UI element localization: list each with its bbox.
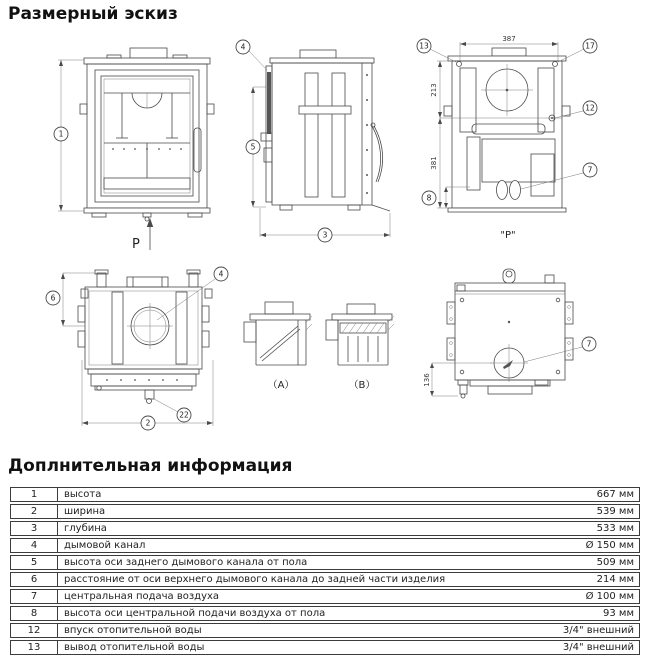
balloon-17 xyxy=(583,39,597,53)
top-view xyxy=(46,267,228,430)
row-description: высота xyxy=(64,489,102,500)
page-title: Размерный эскиз xyxy=(8,4,178,24)
row-number: 13 xyxy=(11,641,58,654)
svg-text:7: 7 xyxy=(586,339,592,349)
table-row xyxy=(10,606,640,621)
table-row xyxy=(10,589,640,604)
row-value: 3/4" внешний xyxy=(562,642,634,653)
dim-136: 136 xyxy=(423,373,431,387)
balloon-4-top xyxy=(214,267,228,281)
row-description: впуск отопительной воды xyxy=(64,625,202,636)
rear-view xyxy=(417,35,597,241)
svg-text:4: 4 xyxy=(240,42,246,52)
row-number: 3 xyxy=(11,522,58,535)
balloon-8 xyxy=(422,191,436,205)
svg-text:8: 8 xyxy=(426,193,432,203)
balloon-5 xyxy=(246,140,260,154)
detail-a-label: （A） xyxy=(267,380,295,391)
row-number: 5 xyxy=(11,556,58,569)
svg-text:17: 17 xyxy=(585,41,595,51)
front-view xyxy=(54,48,214,252)
row-description: ширина xyxy=(64,506,106,517)
balloon-3 xyxy=(318,228,332,242)
row-description: вывод отопительной воды xyxy=(64,642,205,653)
table-row xyxy=(10,640,640,655)
balloon-13 xyxy=(417,39,431,53)
rear-view-label: "P" xyxy=(500,230,516,241)
row-value: Ø 150 мм xyxy=(585,540,634,551)
bottom-view xyxy=(423,269,596,398)
row-description: центральная подача воздуха xyxy=(64,591,220,602)
row-description: глубина xyxy=(64,523,107,534)
row-description: дымовой канал xyxy=(64,540,146,551)
svg-text:4: 4 xyxy=(218,269,224,279)
row-value: 93 мм xyxy=(603,608,634,619)
svg-text:7: 7 xyxy=(587,165,593,175)
section-title: Доплнительная информация xyxy=(8,456,293,476)
row-description: высота оси центральной подачи воздуха от пола xyxy=(64,608,326,619)
row-description: расстояние от оси верхнего дымового канала до задней части изделия xyxy=(64,574,446,585)
balloon-7-bottom xyxy=(582,337,596,351)
row-value: 3/4" внешний xyxy=(562,625,634,636)
row-value: 539 мм xyxy=(596,506,634,517)
row-number: 7 xyxy=(11,590,58,603)
dimensional-sketch xyxy=(0,30,650,450)
row-number: 8 xyxy=(11,607,58,620)
row-value: 667 мм xyxy=(596,489,634,500)
row-value: 533 мм xyxy=(596,523,634,534)
detail-b-label: （B） xyxy=(348,380,376,391)
balloon-12 xyxy=(583,101,597,115)
detail-view-a xyxy=(244,302,312,391)
balloon-1 xyxy=(54,127,68,141)
dim-387: 387 xyxy=(502,35,516,43)
balloon-4 xyxy=(236,40,250,54)
row-number: 4 xyxy=(11,539,58,552)
detail-view-b xyxy=(326,304,394,391)
row-number: 12 xyxy=(11,624,58,637)
balloon-7 xyxy=(583,163,597,177)
svg-text:6: 6 xyxy=(50,293,56,303)
side-view xyxy=(236,40,390,242)
svg-text:12: 12 xyxy=(585,103,595,113)
balloon-22 xyxy=(177,408,191,422)
row-number: 6 xyxy=(11,573,58,586)
balloon-2 xyxy=(141,416,155,430)
table-row xyxy=(10,521,640,536)
additional-info-table xyxy=(10,487,640,657)
table-row xyxy=(10,504,640,519)
svg-text:1: 1 xyxy=(58,129,64,139)
svg-text:2: 2 xyxy=(145,418,151,428)
row-value: 214 мм xyxy=(596,574,634,585)
table-row xyxy=(10,538,640,553)
row-number: 2 xyxy=(11,505,58,518)
row-number: 1 xyxy=(11,488,58,501)
svg-text:5: 5 xyxy=(250,142,256,152)
row-value: Ø 100 мм xyxy=(585,591,634,602)
dim-381: 381 xyxy=(430,156,438,170)
table-row xyxy=(10,555,640,570)
dim-213: 213 xyxy=(430,83,438,97)
row-value: 509 мм xyxy=(596,557,634,568)
svg-text:13: 13 xyxy=(419,41,429,51)
svg-text:22: 22 xyxy=(179,410,189,420)
row-description: высота оси заднего дымового канала от пола xyxy=(64,557,308,568)
table-row xyxy=(10,487,640,502)
table-row xyxy=(10,623,640,638)
balloon-6 xyxy=(46,291,60,305)
svg-text:3: 3 xyxy=(322,230,328,240)
table-row xyxy=(10,572,640,587)
front-arrow-label: P xyxy=(132,237,140,252)
